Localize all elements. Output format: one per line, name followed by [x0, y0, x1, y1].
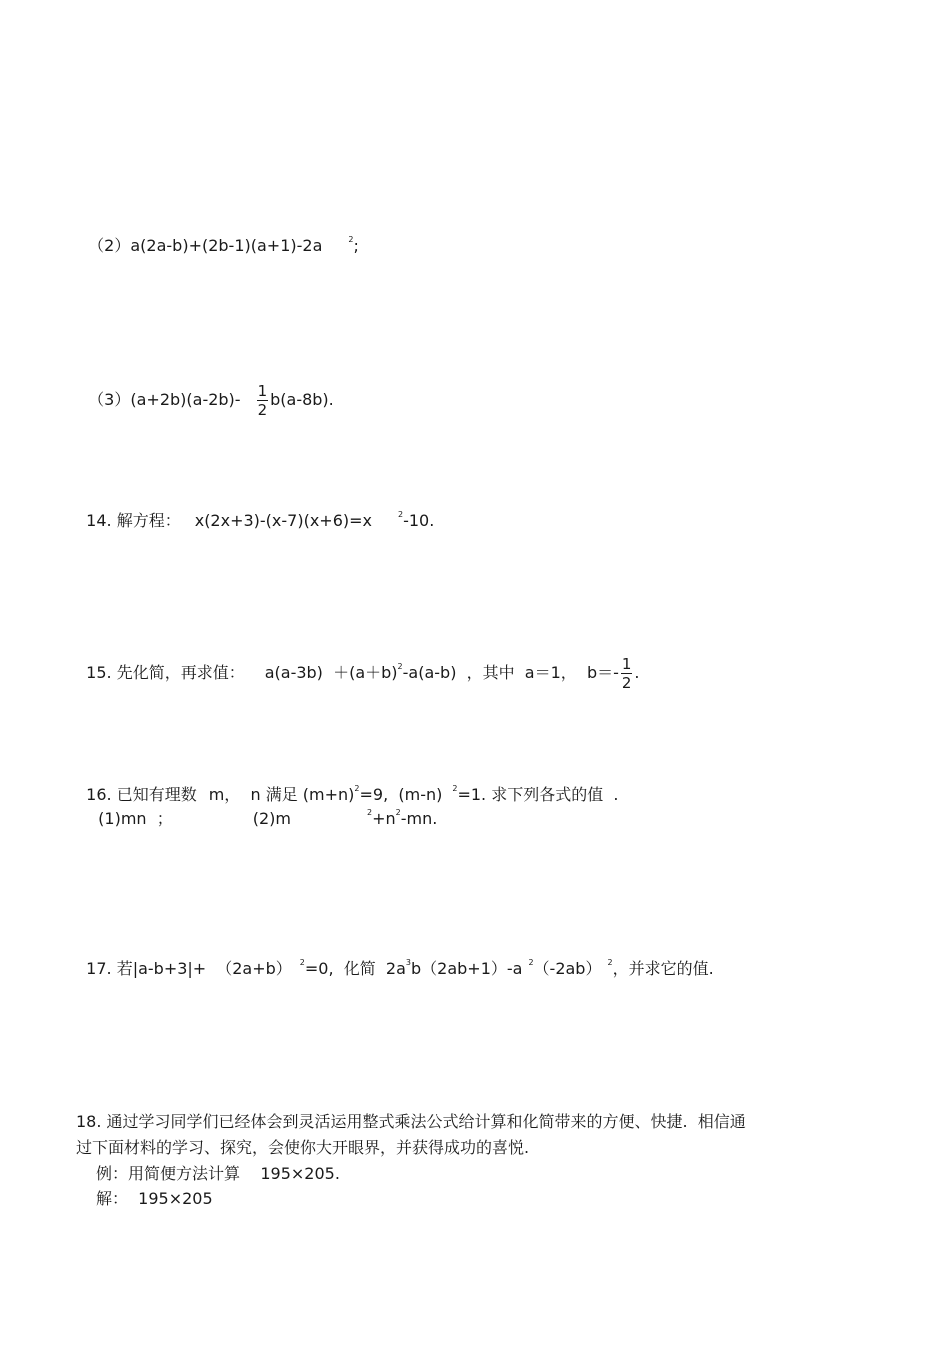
question-15-fraction: [621, 655, 633, 692]
question-15-exponent: 2: [397, 662, 403, 671]
question-15-fraction-denominator: 2: [621, 674, 632, 692]
question-18-example: 例：用简便方法计算 195×205.: [96, 1164, 340, 1183]
problem-2-label: （2）: [88, 236, 131, 255]
question-18-line-1: 18. 通过学习同学们已经体会到灵活运用整式乘法公式给计算和化简带来的方便、快捷. 相信通: [76, 1112, 746, 1131]
question-16-variables: m， n 满足 (m+n): [208, 785, 355, 804]
question-17-expression-a: （2a+b）: [216, 959, 292, 978]
question-16-middle: =9, (m-n): [359, 785, 443, 804]
question-17-exponent-3: 2: [528, 958, 534, 967]
question-16-subpart-2-c: -mn.: [400, 809, 438, 828]
question-16-end: =1. 求下列各式的值 .: [457, 785, 619, 804]
question-14-expression: x(2x+3)-(x-7)(x+6)=x: [194, 511, 372, 530]
problem-3: [78, 343, 334, 419]
question-17-exponent-2: 3: [405, 958, 411, 967]
problem-3-label: （3）: [88, 390, 131, 409]
question-17-exponent-1: 2: [299, 958, 305, 967]
problem-2-exponent: 2: [348, 235, 354, 244]
problem-2-end: ;: [353, 236, 359, 255]
question-16-subpart-2-a: (2)m: [252, 809, 291, 828]
question-17-expression-c: b（2ab+1）-a: [410, 959, 523, 978]
question-17-label: 17. 若|a-b+3|+: [86, 959, 207, 978]
problem-2: [78, 216, 359, 259]
question-17-end: ，并求它的值.: [612, 959, 714, 978]
question-16-subpart-2-exponent-1: 2: [367, 808, 373, 817]
question-15-end: .: [634, 663, 640, 682]
problem-3-fraction-numerator: 1: [257, 382, 268, 400]
question-17-expression-d: （-2ab）: [533, 959, 602, 978]
question-14-label: 14. 解方程：: [86, 511, 181, 530]
question-15-label: 15. 先化简，再求值：: [86, 663, 245, 682]
question-16-subpart-1: (1)mn ；: [98, 809, 173, 828]
question-16-subpart-2-exponent-2: 2: [395, 808, 401, 817]
problem-2-expression: a(2a-b)+(2b-1)(a+1)-2a: [130, 236, 323, 255]
question-17: [76, 939, 714, 982]
question-15-expression-b: -a(a-b) ，其中 a＝1， b＝-: [402, 663, 619, 682]
question-17-expression-b: =0, 化简 2a: [304, 959, 406, 978]
question-16-exponent-1: 2: [354, 784, 360, 793]
problem-3-fraction-denominator: 2: [257, 401, 268, 419]
question-14-exponent: 2: [398, 510, 404, 519]
question-14-end: -10.: [403, 511, 435, 530]
problem-3-expression-b: b(a-8b).: [270, 390, 334, 409]
question-15-fraction-numerator: 1: [621, 655, 632, 673]
question-16-subparts: [88, 789, 437, 832]
question-18-line-2: 过下面材料的学习、探究，会使你大开眼界，并获得成功的喜悦.: [76, 1138, 530, 1157]
question-15-expression-a: a(a-3b) ＋(a＋b): [264, 663, 398, 682]
question-18-solution: 解： 195×205: [96, 1189, 213, 1208]
problem-3-expression-a: (a+2b)(a-2b)-: [130, 390, 241, 409]
question-16-label: 16. 已知有理数: [86, 785, 197, 804]
question-15: [76, 616, 640, 695]
question-14: [76, 491, 434, 534]
question-17-exponent-4: 2: [607, 958, 613, 967]
question-16-subpart-2-b: +n: [372, 809, 396, 828]
problem-3-fraction: [257, 382, 269, 419]
question-16-exponent-2: 2: [452, 784, 458, 793]
